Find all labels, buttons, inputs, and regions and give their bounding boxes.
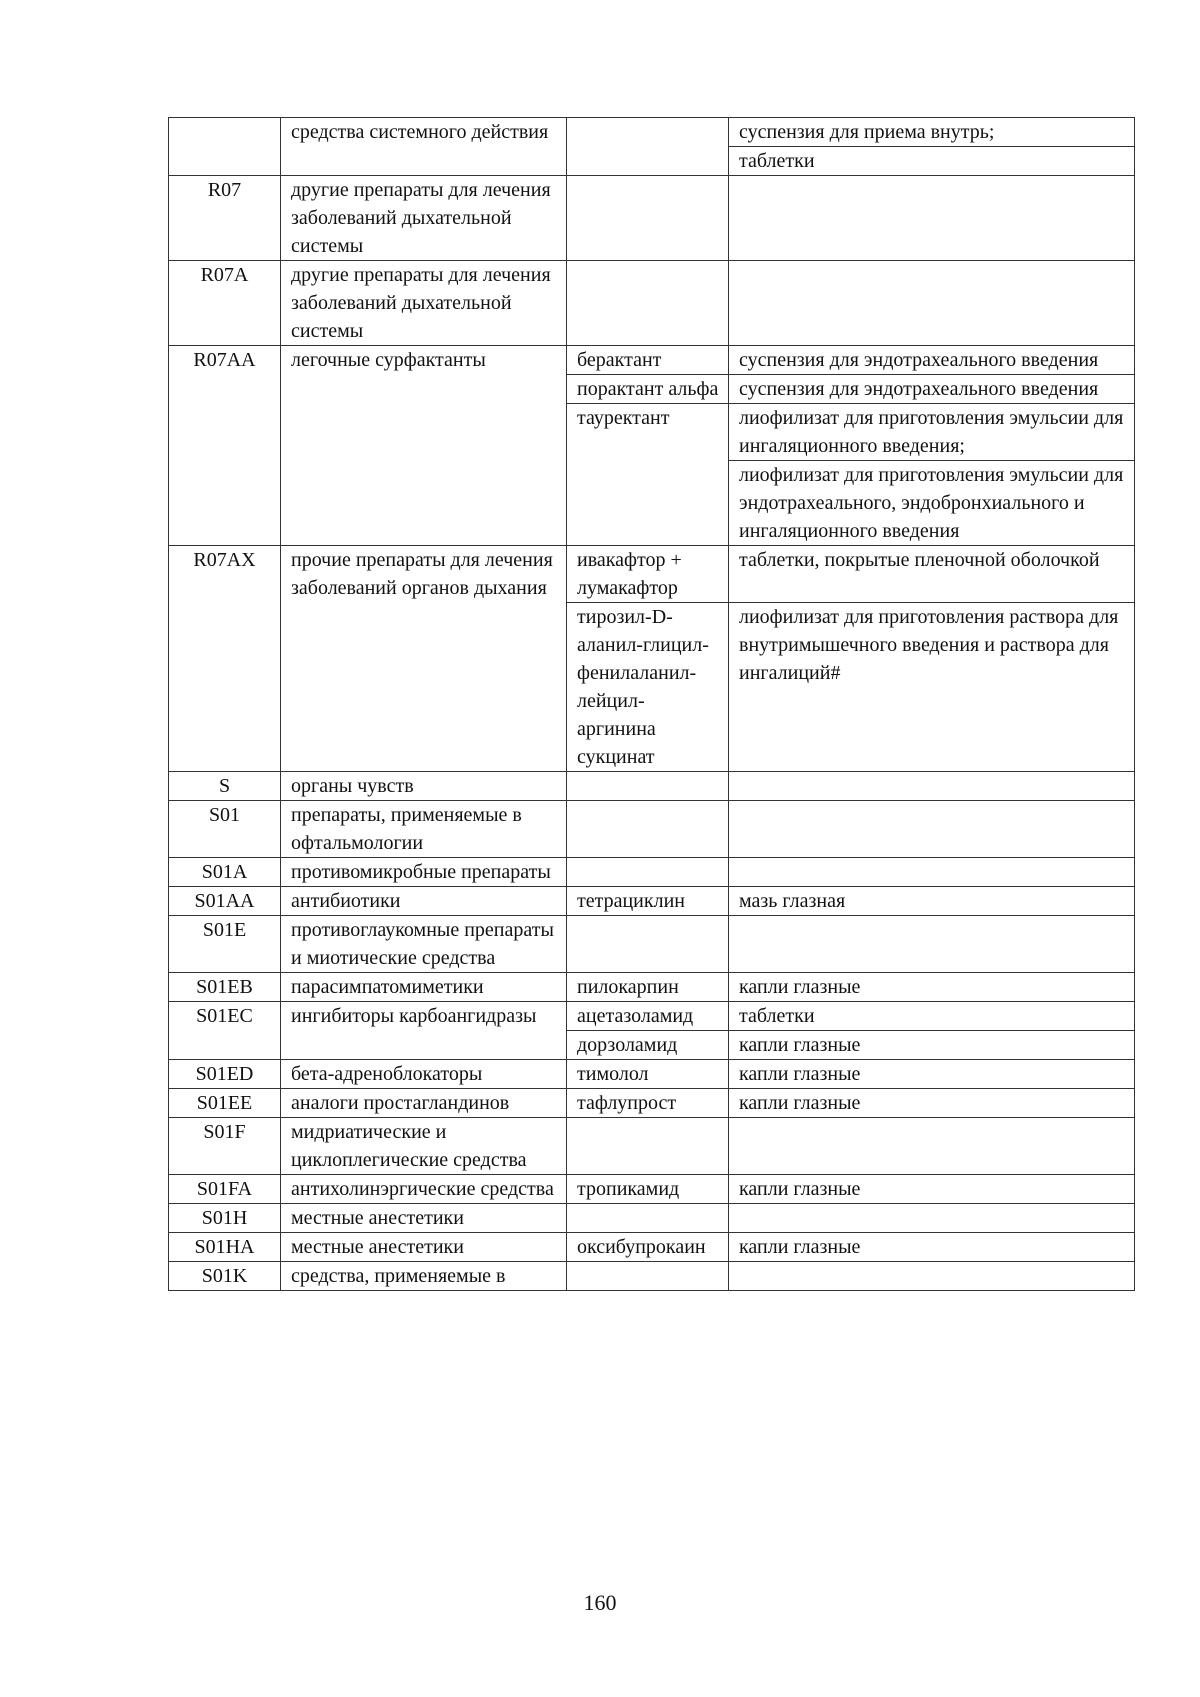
table-row [169,801,1135,858]
substance-cell [567,261,729,346]
dosage-form-cell: таблетки [729,1002,1135,1031]
dosage-form-cell: капли глазные [729,1089,1135,1118]
dosage-form-cell: лиофилизат для приготовления эмульсии для ингаляционного введения; [729,404,1135,461]
dosage-form-cell [729,772,1135,801]
page-number: 160 [583,1590,617,1615]
dosage-form-cell: лиофилизат для приготовления эмульсии для эндотрахеального, эндобронхиального и ингаляционного введения [729,461,1135,546]
dosage-form-cell: суспензия для эндотрахеального введения [729,375,1135,404]
atc-code-cell: S01K [169,1262,281,1291]
substance-cell: дорзоламид [567,1031,729,1060]
atc-code-cell: S01FA [169,1175,281,1204]
group-name-cell: другие препараты для лечения заболеваний дыхательной системы [281,261,567,346]
substance-cell [567,1262,729,1291]
table-row [169,1002,1135,1031]
group-name-cell: мидриатические и циклоплегические средства [281,1118,567,1175]
table-row [169,887,1135,916]
substance-cell: тимолол [567,1060,729,1089]
atc-code-cell: R07A [169,261,281,346]
group-name-cell: парасимпатомиметики [281,973,567,1002]
atc-code-cell: S01EE [169,1089,281,1118]
atc-code-cell: R07AA [169,346,281,546]
dosage-form-cell: мазь глазная [729,887,1135,916]
substance-cell [567,801,729,858]
group-name-cell: антибиотики [281,887,567,916]
dosage-form-cell [729,176,1135,261]
atc-code-cell: R07 [169,176,281,261]
atc-code-cell: S01H [169,1204,281,1233]
substance-cell [567,1204,729,1233]
group-name-cell: средства системного действия [281,118,567,176]
group-name-cell: противомикробные препараты [281,858,567,887]
dosage-form-cell: таблетки, покрытые пленочной оболочкой [729,546,1135,603]
substance-cell: тафлупрост [567,1089,729,1118]
group-name-cell: органы чувств [281,772,567,801]
dosage-form-cell: капли глазные [729,1175,1135,1204]
atc-code-cell: S01EC [169,1002,281,1060]
table-row [169,916,1135,973]
substance-cell [567,916,729,973]
substance-cell: тирозил-D-аланил-глицил-фенилаланил-лейцил-аргинина сукцинат [567,603,729,772]
dosage-form-cell: капли глазные [729,1060,1135,1089]
substance-cell [567,118,729,176]
table-row [169,1204,1135,1233]
substance-cell: тетрациклин [567,887,729,916]
atc-code-cell: S01AA [169,887,281,916]
dosage-form-cell [729,261,1135,346]
substance-cell: оксибупрокаин [567,1233,729,1262]
group-name-cell: прочие препараты для лечения заболеваний органов дыхания [281,546,567,772]
dosage-form-cell: лиофилизат для приготовления раствора для внутримышечного введения и раствора для ингалиций# [729,603,1135,772]
table-row [169,546,1135,603]
substance-cell: тропикамид [567,1175,729,1204]
atc-code-cell: R07AX [169,546,281,772]
dosage-form-cell [729,1204,1135,1233]
substance-cell [567,1118,729,1175]
atc-code-cell: S01E [169,916,281,973]
substance-cell: ацетазоламид [567,1002,729,1031]
group-name-cell: другие препараты для лечения заболеваний дыхательной системы [281,176,567,261]
group-name-cell: аналоги простагландинов [281,1089,567,1118]
group-name-cell: легочные сурфактанты [281,346,567,546]
atc-code-cell: S01A [169,858,281,887]
table-row [169,858,1135,887]
atc-code-cell: S [169,772,281,801]
group-name-cell: препараты, применяемые в офтальмологии [281,801,567,858]
substance-cell: пилокарпин [567,973,729,1002]
substance-cell: ивакафтор + лумакафтор [567,546,729,603]
dosage-form-cell: капли глазные [729,1233,1135,1262]
atc-code-cell: S01ED [169,1060,281,1089]
atc-code-cell [169,118,281,176]
atc-code-cell: S01HA [169,1233,281,1262]
group-name-cell: местные анестетики [281,1204,567,1233]
atc-code-cell: S01 [169,801,281,858]
table-row [169,1118,1135,1175]
table-row [169,118,1135,147]
table-row [169,973,1135,1002]
table-row [169,772,1135,801]
group-name-cell: антихолинэргические средства [281,1175,567,1204]
table-row [169,1175,1135,1204]
dosage-form-cell [729,1118,1135,1175]
group-name-cell: средства, применяемые в [281,1262,567,1291]
table-row [169,1089,1135,1118]
group-name-cell: бета-адреноблокаторы [281,1060,567,1089]
table-row [169,1233,1135,1262]
atc-code-cell: S01F [169,1118,281,1175]
dosage-form-cell: суспензия для приема внутрь; [729,118,1135,147]
group-name-cell: противоглаукомные препараты и миотические средства [281,916,567,973]
substance-cell: тауректант [567,404,729,546]
dosage-form-cell: суспензия для эндотрахеального введения [729,346,1135,375]
substance-cell [567,176,729,261]
dosage-form-cell [729,858,1135,887]
dosage-form-cell: капли глазные [729,973,1135,1002]
dosage-form-cell [729,916,1135,973]
atc-code-cell: S01EB [169,973,281,1002]
table-row [169,1060,1135,1089]
dosage-form-cell [729,801,1135,858]
dosage-form-cell: таблетки [729,147,1135,176]
table-row [169,176,1135,261]
table-row [169,346,1135,375]
substance-cell: порактант альфа [567,375,729,404]
substance-cell: берактант [567,346,729,375]
dosage-form-cell [729,1262,1135,1291]
substance-cell [567,858,729,887]
table-row [169,1262,1135,1291]
group-name-cell: ингибиторы карбоангидразы [281,1002,567,1060]
group-name-cell: местные анестетики [281,1233,567,1262]
drug-classification-table [168,117,1135,1291]
substance-cell [567,772,729,801]
dosage-form-cell: капли глазные [729,1031,1135,1060]
table-row [169,261,1135,346]
